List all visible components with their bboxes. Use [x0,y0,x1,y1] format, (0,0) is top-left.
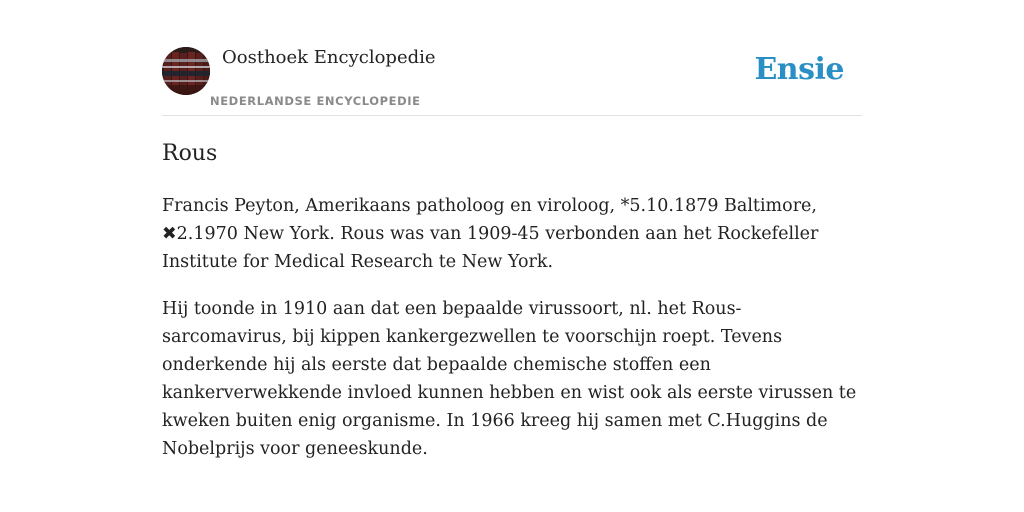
brand-logo[interactable]: Ensie [754,52,844,87]
site-subtitle: NEDERLANDSE ENCYCLOPEDIE [210,94,421,108]
site-header [162,46,862,116]
site-title[interactable]: Oosthoek Encyclopedie [222,47,436,68]
article-paragraph: Hij toonde in 1910 aan dat een bepaalde virussoort, nl. het Rous-sarcomavirus, bij kippen kankergezwellen te voorschijn roept. Tevens onderkende hij als eerste dat bepaalde chemische stoffen een kankerverwekkende invloed kunnen hebben en wist ook als eerste virussen te kweken buiten enig organisme. In 1966 kreeg hij samen met C.Huggins de Nobelprijs voor geneeskunde. [162,299,857,459]
encyclopedia-books-icon[interactable] [162,47,210,95]
article-paragraph: Francis Peyton, Amerikaans patholoog en viroloog, *5.10.1879 Baltimore, ✖2.1970 New York. Rous was van 1909-45 verbonden aan het Rockefeller Institute for Medical Research te New York. [162,196,819,272]
article [162,138,862,482]
article-title: Rous [162,141,218,166]
